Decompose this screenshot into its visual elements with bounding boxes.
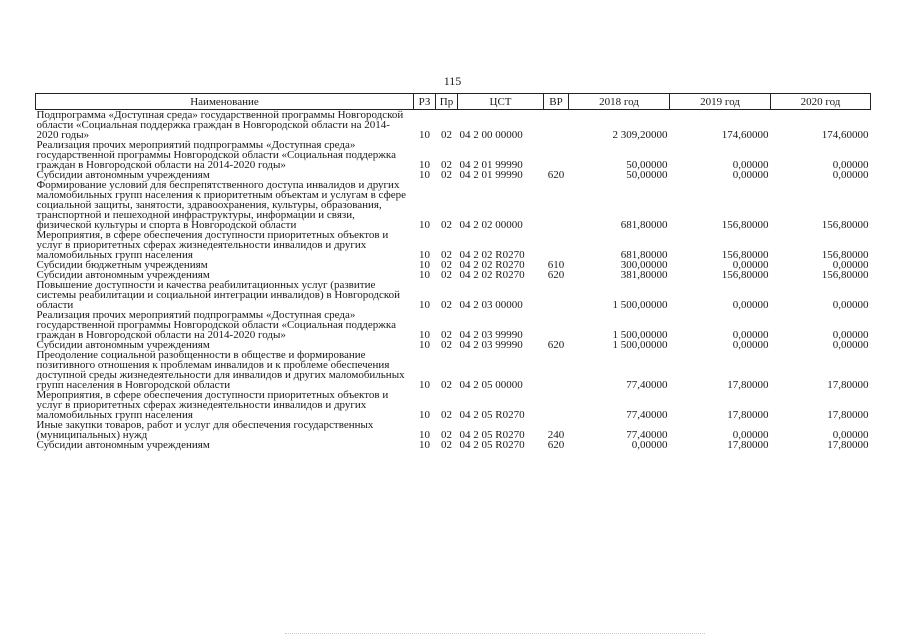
row-cst: 04 2 02 R0270 xyxy=(459,259,525,271)
row-2018: 77,40000 xyxy=(626,379,668,391)
row-name: Субсидии бюджетным учреждениям xyxy=(36,259,208,271)
row-2018: 381,80000 xyxy=(620,269,668,281)
row-2019: 156,80000 xyxy=(721,249,769,261)
table-row xyxy=(36,110,871,141)
row-2018: 681,80000 xyxy=(620,249,668,261)
table-row xyxy=(36,140,871,170)
row-vr: 620 xyxy=(547,169,565,181)
row-name: Подпрограмма «Доступная среда» государственной программы Новгородской области «Социальная поддержка граждан в Новгородской области на 2014-2020 годы» xyxy=(36,109,404,141)
row-vr: 240 xyxy=(547,429,565,441)
row-2020: 156,80000 xyxy=(821,249,869,261)
row-vr xyxy=(544,180,569,230)
row-2018: 50,00000 xyxy=(626,159,668,171)
row-rz: 10 xyxy=(419,249,430,261)
row-pr: 02 xyxy=(441,269,452,281)
row-cst: 04 2 03 00000 xyxy=(459,299,523,311)
table-header-row xyxy=(36,94,871,110)
header-vr: ВР xyxy=(544,94,569,110)
row-name: Формирование условий для беспрепятственного доступа инвалидов и других маломобильных групп населения к приоритетным объектам и услугам в сфере социальной защиты, занятости, здравоохранения, культуры, образования, транспортной и пешеходной инфраструктуры, информации и связи, физической культуры и спорта в Новгородской области xyxy=(36,179,406,231)
row-pr: 02 xyxy=(441,439,452,451)
row-rz: 10 xyxy=(419,299,430,311)
row-rz: 10 xyxy=(419,429,430,441)
table-row xyxy=(36,310,871,340)
page-number: 115 xyxy=(443,74,462,88)
row-rz: 10 xyxy=(419,159,430,171)
row-pr: 02 xyxy=(441,409,452,421)
row-name: Мероприятия, в сфере обеспечения доступности приоритетных объектов и услуг в приоритетных сферах жизнедеятельности инвалидов и других маломобильных групп населения xyxy=(36,229,389,261)
row-rz: 10 xyxy=(419,169,430,181)
row-2020: 156,80000 xyxy=(821,269,869,281)
row-pr: 02 xyxy=(441,259,452,271)
row-vr xyxy=(544,390,569,420)
header-name: Наименование xyxy=(36,94,414,110)
row-2018: 50,00000 xyxy=(626,169,668,181)
row-pr: 02 xyxy=(441,159,452,171)
row-cst: 04 2 05 R0270 xyxy=(459,429,525,441)
header-rz: РЗ xyxy=(414,94,436,110)
row-2020: 0,00000 xyxy=(832,329,869,341)
row-name: Субсидии автономным учреждениям xyxy=(36,439,210,451)
row-rz: 10 xyxy=(419,219,430,231)
row-rz: 10 xyxy=(419,259,430,271)
row-vr: 620 xyxy=(547,439,565,451)
row-cst: 04 2 03 99990 xyxy=(459,339,523,351)
row-2020: 156,80000 xyxy=(821,219,869,231)
row-2019: 0,00000 xyxy=(732,329,769,341)
row-rz: 10 xyxy=(419,129,430,141)
row-2018: 1 500,00000 xyxy=(612,299,668,311)
row-2018: 681,80000 xyxy=(620,219,668,231)
row-name: Реализация прочих мероприятий подпрограммы «Доступная среда» государственной программы Новгородской области «Социальная поддержка граждан в Новгородской области на 2014-2020 годы» xyxy=(36,139,396,171)
row-rz: 10 xyxy=(419,379,430,391)
header-pr: Пр xyxy=(436,94,458,110)
row-vr: 620 xyxy=(547,269,565,281)
row-2018: 1 500,00000 xyxy=(612,339,668,351)
header-cst: ЦСТ xyxy=(458,94,544,110)
row-vr: 610 xyxy=(547,259,565,271)
row-name: Преодоление социальной разобщенности в обществе и формирование позитивного отношения к проблемам инвалидов и к проблеме обеспечения доступной среды жизнедеятельности для инвалидов и других маломобильных групп населения в Новгородской области xyxy=(36,349,405,391)
row-vr xyxy=(544,350,569,390)
row-2018: 1 500,00000 xyxy=(612,329,668,341)
row-name: Реализация прочих мероприятий подпрограммы «Доступная среда» государственной программы Новгородской области «Социальная поддержка граждан в Новгородской области на 2014-2020 годы» xyxy=(36,309,396,341)
row-vr xyxy=(544,140,569,170)
row-cst: 04 2 02 00000 xyxy=(459,219,523,231)
table-row xyxy=(36,180,871,230)
row-rz: 10 xyxy=(419,269,430,281)
table-row xyxy=(36,230,871,260)
row-cst: 04 2 03 99990 xyxy=(459,329,523,341)
row-2019: 0,00000 xyxy=(732,159,769,171)
row-rz: 10 xyxy=(419,329,430,341)
row-2019: 17,80000 xyxy=(727,439,769,451)
row-vr xyxy=(544,230,569,260)
row-2018: 77,40000 xyxy=(626,429,668,441)
row-2019: 174,60000 xyxy=(721,129,769,141)
row-2019: 17,80000 xyxy=(727,409,769,421)
row-pr: 02 xyxy=(441,339,452,351)
row-2019: 0,00000 xyxy=(732,299,769,311)
row-cst: 04 2 01 99990 xyxy=(459,159,523,171)
row-name: Иные закупки товаров, работ и услуг для обеспечения государственных (муниципальных) нужд xyxy=(36,419,374,441)
row-2018: 2 309,20000 xyxy=(612,129,668,141)
table-row xyxy=(36,420,871,440)
row-cst: 04 2 02 R0270 xyxy=(459,249,525,261)
row-2020: 0,00000 xyxy=(832,299,869,311)
row-2019: 156,80000 xyxy=(721,269,769,281)
row-pr: 02 xyxy=(441,429,452,441)
header-2019: 2019 год xyxy=(670,94,771,110)
row-name: Мероприятия, в сфере обеспечения доступности приоритетных объектов и услуг в приоритетных сферах жизнедеятельности инвалидов и других маломобильных групп населения xyxy=(36,389,389,421)
row-pr: 02 xyxy=(441,219,452,231)
row-rz: 10 xyxy=(419,339,430,351)
row-2019: 156,80000 xyxy=(721,219,769,231)
table-row xyxy=(36,280,871,310)
row-pr: 02 xyxy=(441,329,452,341)
table-row xyxy=(36,390,871,420)
row-cst: 04 2 02 R0270 xyxy=(459,269,525,281)
row-cst: 04 2 01 99990 xyxy=(459,169,523,181)
header-2020: 2020 год xyxy=(771,94,871,110)
row-name: Субсидии автономным учреждениям xyxy=(36,339,210,351)
row-vr xyxy=(544,110,569,141)
row-2019: 0,00000 xyxy=(732,169,769,181)
row-name: Субсидии автономным учреждениям xyxy=(36,169,210,181)
row-2020: 0,00000 xyxy=(832,259,869,271)
row-pr: 02 xyxy=(441,169,452,181)
header-2018: 2018 год xyxy=(569,94,670,110)
row-2018: 300,00000 xyxy=(620,259,668,271)
row-2020: 17,80000 xyxy=(827,379,869,391)
row-2020: 0,00000 xyxy=(832,159,869,171)
row-pr: 02 xyxy=(441,129,452,141)
row-rz: 10 xyxy=(419,439,430,451)
row-cst: 04 2 05 00000 xyxy=(459,379,523,391)
row-vr xyxy=(544,310,569,340)
row-vr xyxy=(544,280,569,310)
row-2018: 0,00000 xyxy=(631,439,668,451)
row-cst: 04 2 05 R0270 xyxy=(459,439,525,451)
scan-artifact xyxy=(285,633,705,636)
row-name: Субсидии автономным учреждениям xyxy=(36,269,210,281)
table-row xyxy=(36,350,871,390)
row-rz: 10 xyxy=(419,409,430,421)
row-2020: 0,00000 xyxy=(832,169,869,181)
row-name: Повышение доступности и качества реабилитационных услуг (развитие системы реабилитации и социальной интеграции инвалидов) в Новгородской области xyxy=(36,279,401,311)
row-2020: 174,60000 xyxy=(821,129,869,141)
row-pr: 02 xyxy=(441,299,452,311)
row-2019: 17,80000 xyxy=(727,379,769,391)
row-cst: 04 2 00 00000 xyxy=(459,129,523,141)
row-2020: 17,80000 xyxy=(827,439,869,451)
row-cst: 04 2 05 R0270 xyxy=(459,409,525,421)
row-pr: 02 xyxy=(441,249,452,261)
row-vr: 620 xyxy=(547,339,565,351)
budget-table xyxy=(35,93,871,450)
row-pr: 02 xyxy=(441,379,452,391)
row-2018: 77,40000 xyxy=(626,409,668,421)
table-row xyxy=(36,440,871,450)
row-2020: 17,80000 xyxy=(827,409,869,421)
row-2019: 0,00000 xyxy=(732,429,769,441)
row-2019: 0,00000 xyxy=(732,339,769,351)
row-2020: 0,00000 xyxy=(832,429,869,441)
row-2019: 0,00000 xyxy=(732,259,769,271)
row-2020: 0,00000 xyxy=(832,339,869,351)
